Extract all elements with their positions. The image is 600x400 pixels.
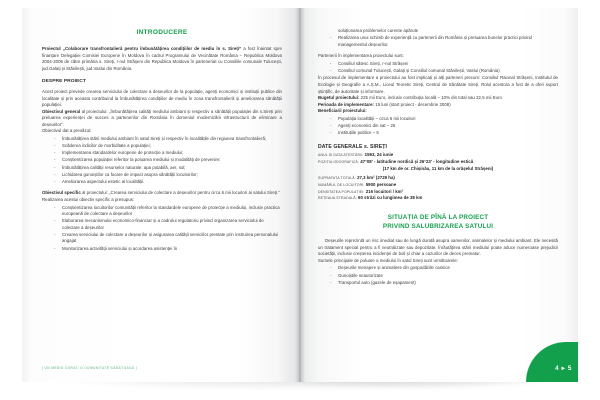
list-item: - Scăderea indicilor de morbiditate a populației; <box>62 143 282 150</box>
list-item: - Instituțiile publice – 5 <box>338 130 558 137</box>
objective-intro: Obiectivul dat a prevăzut: <box>42 128 92 134</box>
list-item: - Conștientizarea locuitorilor comunității referitor la standardele europene de protecție a mediului, inclusiv practica europeană de colectare a deșeurilor <box>62 205 282 218</box>
beneficiaries-heading-label: Beneficiarii proiectului: <box>318 108 367 114</box>
list-item: - Deșeurile menajere și animaliere din gospodăriile casnice <box>338 265 558 272</box>
specific-objective-paragraph <box>42 190 282 197</box>
row-value: 47°08ʹ - latitudine nordică și 26°23ʹ - longitudine estică <box>360 159 474 165</box>
list-item: - Agenți economici din sat – 25 <box>338 123 558 130</box>
partners-list <box>318 61 558 75</box>
row-label: DENSITATEA POPULAȚIEI: <box>318 189 365 194</box>
left-page-column <box>42 28 282 252</box>
general-objective-label: Obiectivul general <box>42 108 81 114</box>
table-row <box>318 189 558 196</box>
right-page <box>300 8 578 382</box>
list-item: - Consiliul comunal Tulucești, Galați și Consiliul comunal Stănilești, Vaslui (România) <box>338 68 558 75</box>
list-item: - Implementarea standardelor europene de protecție a mediului; <box>62 150 282 157</box>
footer-strap: | UN MEDIU CURAT, O COMUNITATE SĂNĂTOASĂ | <box>42 366 138 370</box>
table-row <box>318 182 558 189</box>
row-label: REȚEAUA STRADALĂ: <box>318 196 357 201</box>
beneficiaries-list <box>318 116 558 137</box>
period-value: 15 luni (start proiect - decembrie 2008) <box>374 101 451 107</box>
continued-list <box>318 28 558 48</box>
right-page-column <box>318 28 558 286</box>
period-label: Perioada de implementare: <box>318 101 375 107</box>
list-item: - Realizarea unui schimb de experiență cu partenerii din România și preluarea bunelor practici privind managementul deșeurilor. <box>338 35 558 48</box>
situation-paragraph: Deșeurile reprezintă un risc imediat sau de lungă durată asupra oamenilor, animalelor și mediului ambiant. Ele necesită un tratament special pentru a fi neutralizate sau depozitate. Înrăutățirea stării mediului poate aduce numeroase prejudicii societății, inclusiv creșterea incidenței de boli și chiar a cazurilor de deces prematur. <box>318 238 558 257</box>
list-item: - Îmbunătățirea calității resurselor naturale: apa potabilă, aer, sol; <box>62 165 282 172</box>
list-item: - Îmbunătățirea stării mediului ambiant în satul Sireți și respectiv în localitățile din regiunea transfrontalieră; <box>62 136 282 143</box>
table-row <box>318 159 558 172</box>
row-label: SUPRAFAȚA TOTALĂ: <box>318 175 356 180</box>
row-value: 1593, 24 iunie <box>364 152 394 158</box>
general-objective-paragraph <box>42 109 282 129</box>
situation-heading <box>318 214 558 231</box>
list-item: - Monitorizarea activității serviciului și acordarea asistenței în <box>62 246 282 253</box>
list-item: - Elaborarea mecanismului economico-financiar și a cadrului regulatoriu privind organizarea serviciului de colectare a deșeurilor <box>62 218 282 231</box>
row-value: 5900 persoane <box>365 181 397 187</box>
intro-rest: a fost înaintat spre finanțare Delegației Comisiei Europene în Moldova în cadrul Programului de Vecinătate România – Republica Moldova 2004-2006 de către primăria s. Sireți, r-nul Strășeni din Republica Moldova în parteneriat cu Consiliile comunale Tulucești, jud.Galați și Stănilești, jud.Vaslui din România. <box>42 46 282 71</box>
heading-despre-proiect: DESPRE PROIECT <box>42 79 86 85</box>
general-data-table <box>318 152 558 202</box>
partners-paragraph: În procesul de implementare a proiectului au fost implicați și alți parteneri precum: Consiliul Raional Strășeni, Institutul de Ecologie și Geografie a A.Ș.M., Liceul Teoretic Sireți, Centrul de Sănătate Sireți. Rolul acestora a fost de a oferi suport științific, de autoritate și informare. <box>318 75 558 94</box>
partners-heading: Partenerii în implementarea proiectului sunt: <box>318 53 404 59</box>
budget-value: 225 mii Euro, inclusiv contribuția locală – 10% din total sau 22,5 mii Euro <box>359 95 502 101</box>
objective-list <box>42 136 282 185</box>
list-item: - Transportul auto (gazele de eșapament) <box>338 280 558 287</box>
table-row <box>318 175 558 182</box>
list-item: - Conștientizarea populației referitor la poluarea mediului și modalități de prevenire; <box>62 157 282 164</box>
list-item: - Lichidarea gunoiștilor ca focare de impact asupra sănătății locuitorilor; <box>62 172 282 179</box>
row-value: 27,3 km² (2729 ha) <box>357 174 395 180</box>
general-data-title: DATE GENERALE s. SIREȚI <box>318 143 387 150</box>
budget-label: Bugetul proiectului: <box>318 95 360 101</box>
beneficiaries-heading <box>318 108 558 115</box>
list-item: - Populația localității – circa 6 mii locuitori <box>338 116 558 123</box>
specific-objective-label: Obiectivul specific <box>42 190 81 196</box>
row-value: 60 străzi cu lungimea de 38 km <box>358 195 423 201</box>
list-item: - Crearea serviciului de colectare a deșeurilor și asigurarea calității serviciilor prestate prin instruirea personalului angajat <box>62 232 282 245</box>
row-label: NUMĂRUL DE LOCUITORI: <box>318 182 365 187</box>
situation-heading-line1: SITUAȚIA DE PÎNĂ LA PROIECT <box>387 214 489 222</box>
booklet-spread <box>22 8 578 382</box>
sources-list <box>318 265 558 286</box>
list-item: - Consiliul sătesc Sireți, r-nul Strășeni <box>338 61 558 68</box>
row-value-continuation: (17 km de or. Chișinău, 11 km de la orășelul Strășeni) <box>382 165 494 171</box>
specific-list <box>42 205 282 253</box>
situation-heading-line2: PRIVIND SALUBRIZAREA SATULUI <box>382 222 494 230</box>
list-item: - Ameliorarea aspectului estetic al localității. <box>62 179 282 186</box>
row-value: 216 locuitori / km² <box>365 188 404 194</box>
table-row <box>318 152 558 159</box>
page-number-text: 4 ▸ 5 <box>555 365 572 372</box>
list-item: - Gunoiștile neautorizate <box>338 273 558 280</box>
row-label: ANUL ȘI DATA ATESTĂRII: <box>318 153 364 158</box>
about-paragraph: Acest proiect prevede crearea serviciului de colectare a deșeurilor de la populație, agenți economici și instituții publice din localitate și prin aceasta contribuind la îmbunătățirea condițiilor de mediu în zona transfrontalieră și ameliorarea sănătății populației. <box>42 89 282 108</box>
left-page <box>22 8 300 382</box>
row-label: POZIȚIA GEOGRAFICĂ: <box>318 160 359 165</box>
sources-intro: Sursele principale de poluare a mediului în satul Sireți sunt următoarele: <box>318 257 459 263</box>
specific-intro: Realizarea acestui obiectiv specific a presupus: <box>42 196 135 202</box>
page-title-introducere: INTRODUCERE <box>136 29 188 36</box>
specific-objective-text: al proiectului: „Crearea serviciului de colectare a deșeurilor pentru circa 6 mii locuitori ai satului Sireți.” <box>80 190 280 196</box>
page-number-marker <box>526 342 578 382</box>
general-objective-text: al proiectului: „Îmbunătățirea calități mediului ambiant și respectiv a sănătății populației din s.Sireți prin preluarea experienței de succes a partenerilor din România în domeniul modernizării infrastructurii de eliminare a deșeurilor”. <box>42 108 282 127</box>
intro-bold-lead: Proiectul „Colaborare transfrontalieră pentru îmbunătățirea condițiilor de mediu în s. Sireți” <box>42 46 242 51</box>
intro-paragraph <box>42 46 282 72</box>
table-row <box>318 195 558 202</box>
continued-line-text: soluționarea problemelor curente apărute <box>338 28 419 33</box>
